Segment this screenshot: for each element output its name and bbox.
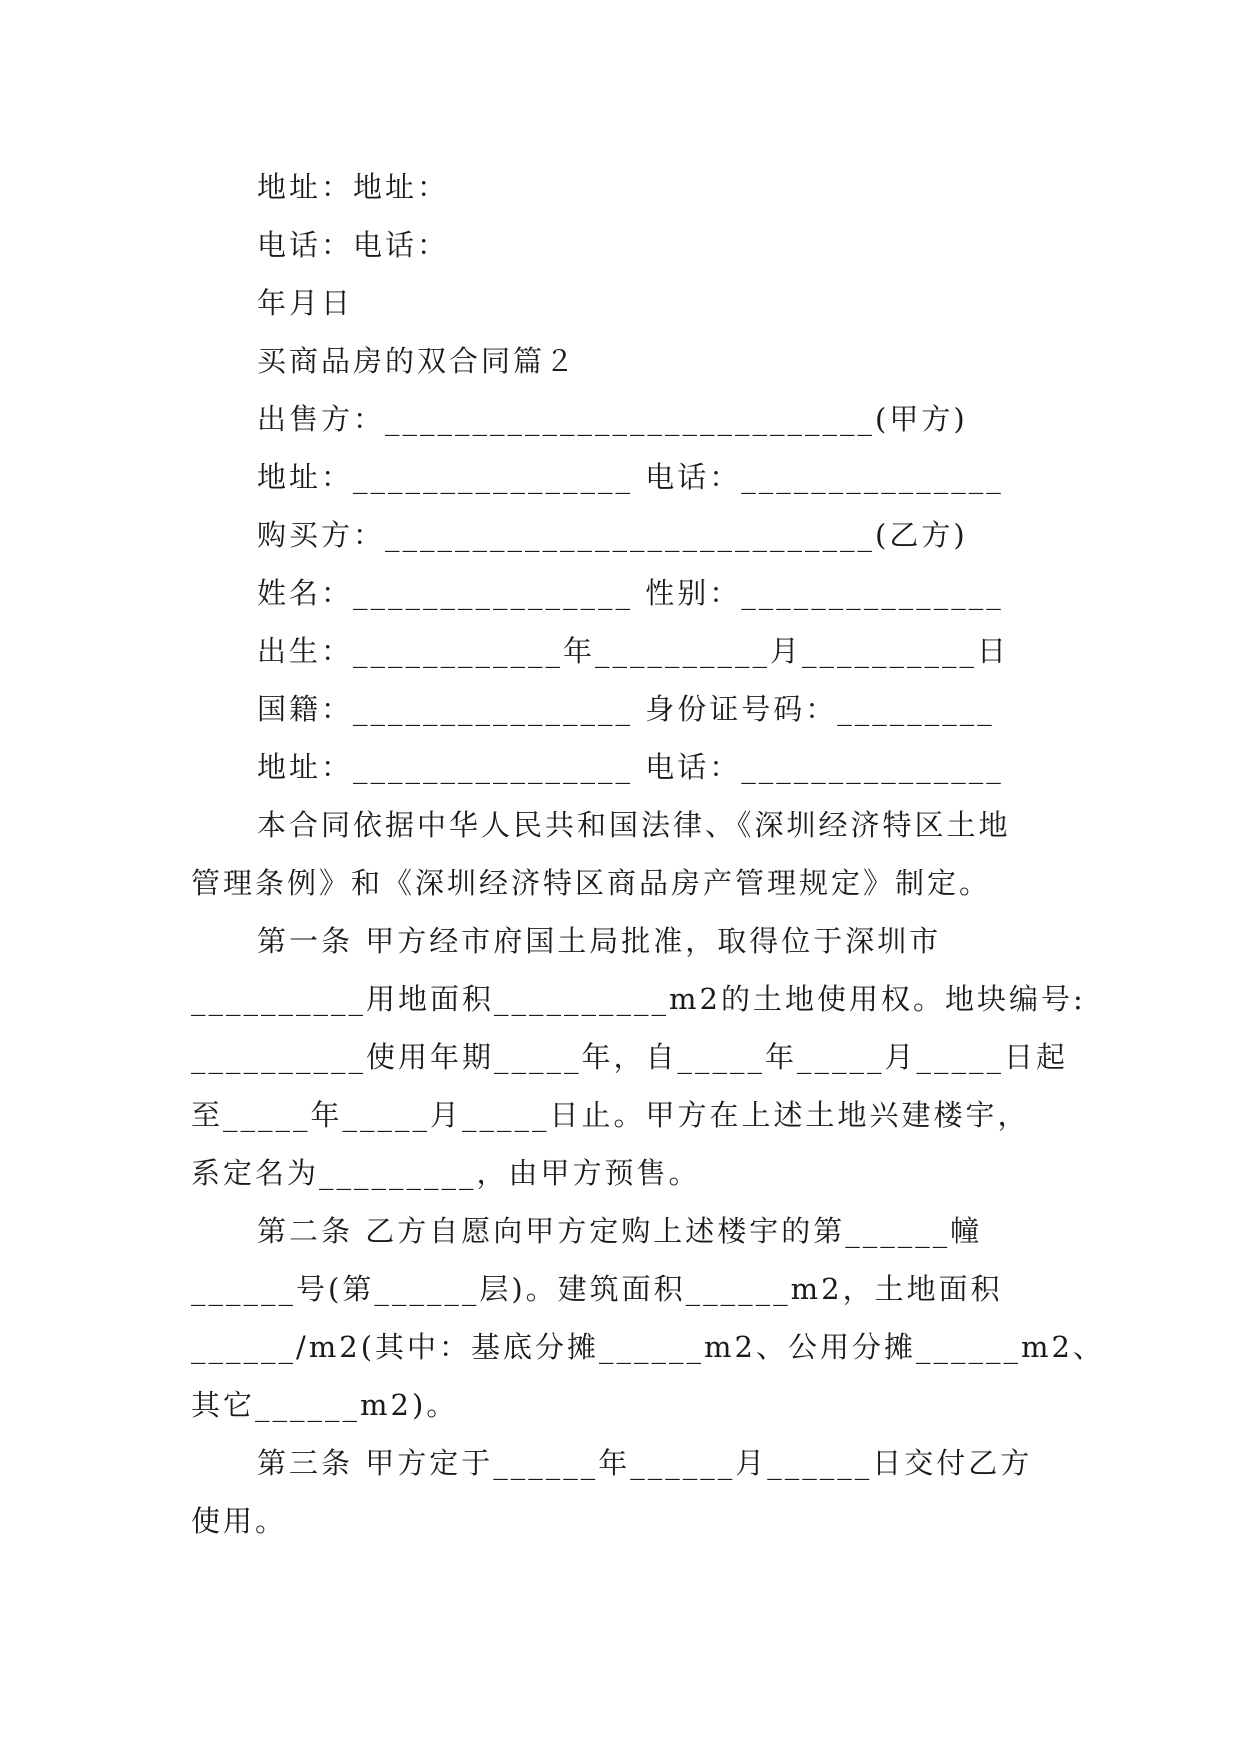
nationality-id-line: 国籍：________________ 身份证号码：_________ bbox=[257, 692, 995, 726]
name-gender-line: 姓名：________________ 性别：_______________ bbox=[257, 576, 1004, 610]
article-1-paragraph bbox=[191, 912, 1086, 1202]
seller-address-phone-line: 地址：________________ 电话：_______________ bbox=[257, 460, 1004, 494]
article-3-line: 第三条 甲方定于______年______月______日交付乙方 bbox=[257, 1446, 1033, 1480]
document-body bbox=[191, 158, 1105, 1550]
buyer-line: 购买方：____________________________(乙方) bbox=[257, 518, 968, 552]
date-line: 年月日 bbox=[257, 286, 354, 320]
birth-line: 出生：____________年__________月__________日 bbox=[257, 634, 1010, 668]
article-1-line: __________用地面积__________m2的土地使用权。地块编号: bbox=[191, 982, 1086, 1016]
intro-paragraph bbox=[191, 796, 1053, 912]
article-1-line: 第一条 甲方经市府国土局批准，取得位于深圳市 bbox=[257, 924, 942, 958]
intro-line: 管理条例》和《深圳经济特区商品房产管理规定》制定。 bbox=[191, 866, 992, 900]
article-1-line: __________使用年期_____年，自_____年_____月_____日起 bbox=[191, 1040, 1069, 1074]
intro-line: 本合同依据中华人民共和国法律、《深圳经济特区土地 bbox=[257, 808, 1011, 842]
buyer-address-phone-line: 地址：________________ 电话：_______________ bbox=[257, 750, 1004, 784]
article-2-line: ______/m2(其中：基底分摊______m2、公用分摊______m2、 bbox=[191, 1330, 1105, 1364]
seller-line: 出售方：____________________________(甲方) bbox=[257, 402, 968, 436]
article-3-line: 使用。 bbox=[191, 1504, 288, 1538]
article-2-line: 其它______m2)。 bbox=[191, 1388, 459, 1422]
article-2-line: 第二条 乙方自愿向甲方定购上述楼宇的第______幢 bbox=[257, 1214, 983, 1248]
article-3-paragraph bbox=[191, 1434, 1053, 1550]
phone-line: 电话：电话： bbox=[257, 228, 450, 262]
article-1-line: 系定名为_________，由甲方预售。 bbox=[191, 1156, 701, 1190]
address-line: 地址：地址： bbox=[257, 170, 450, 204]
page-title: 买商品房的双合同篇２ bbox=[257, 344, 578, 378]
article-1-line: 至_____年_____月_____日止。甲方在上述土地兴建楼宇， bbox=[191, 1098, 1030, 1132]
article-2-paragraph bbox=[191, 1202, 1105, 1434]
article-2-line: ______号(第______层)。建筑面积______m2，土地面积 bbox=[191, 1272, 1003, 1306]
